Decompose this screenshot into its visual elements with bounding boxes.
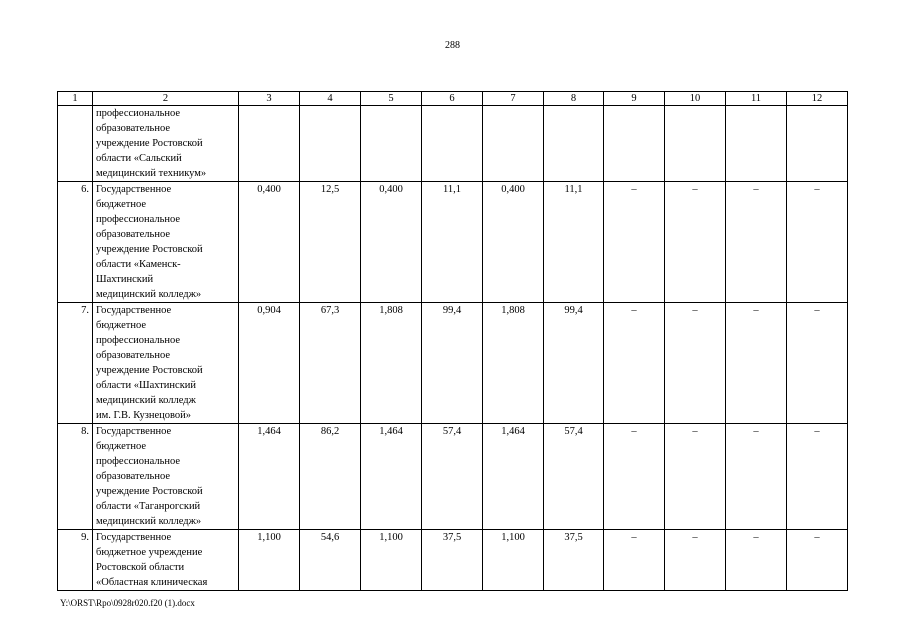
value-cell: 1,464 [361,424,422,530]
institution-name-line: «Областная клиническая [96,577,208,588]
row-number-cell: 6. [58,182,93,303]
column-header: 10 [665,92,726,106]
institution-name-line: им. Г.В. Кузнецовой» [96,410,192,421]
value-cell [726,106,787,182]
value-cell: 1,808 [361,303,422,424]
institution-name-line: образовательное [96,123,170,134]
value-cell: 37,5 [422,530,483,591]
value-cell: 0,400 [483,182,544,303]
value-cell: 86,2 [300,424,361,530]
column-header: 6 [422,92,483,106]
page-number: 288 [445,40,460,51]
institution-name-line: медицинский техникум» [96,168,207,179]
institution-name-cell [93,182,239,303]
value-cell: – [787,424,848,530]
table-row [58,303,848,424]
value-cell: 1,464 [483,424,544,530]
value-cell: 11,1 [544,182,604,303]
institution-name-cell [93,424,239,530]
institution-name-line: бюджетное [96,199,147,210]
value-cell: 1,100 [361,530,422,591]
value-cell: 37,5 [544,530,604,591]
institution-name-line: Государственное [96,532,172,543]
institution-name-line: медицинский колледж» [96,516,202,527]
value-cell [361,106,422,182]
value-cell: 1,100 [483,530,544,591]
column-header: 7 [483,92,544,106]
institution-name-line: Государственное [96,426,172,437]
column-header: 11 [726,92,787,106]
value-cell [422,106,483,182]
value-cell: – [665,182,726,303]
column-header: 5 [361,92,422,106]
value-cell: 1,100 [239,530,300,591]
table-header-row [58,92,848,106]
column-header: 2 [93,92,239,106]
institution-name-line: образовательное [96,229,170,240]
institution-name-cell [93,106,239,182]
institution-name-cell [93,303,239,424]
institution-name-line: учреждение Ростовской [96,486,203,497]
institution-name-cell [93,530,239,591]
institution-name-line: области «Таганрогский [96,501,201,512]
institution-name-line: профессиональное [96,456,181,467]
institution-name-line: медицинский колледж [96,395,196,406]
value-cell [300,106,361,182]
institution-name-line: бюджетное учреждение [96,547,203,558]
column-header: 4 [300,92,361,106]
file-path-footer: Y:\ORST\Rpo\0928r020.f20 (1).docx [60,598,195,608]
institution-name-line: учреждение Ростовской [96,365,203,376]
institution-name-line: образовательное [96,350,170,361]
value-cell [483,106,544,182]
institution-name-line: области «Сальский [96,153,182,164]
value-cell [544,106,604,182]
institution-name-line: области «Шахтинский [96,380,197,391]
institution-name-line: области «Каменск- [96,259,181,270]
institution-name-line: Ростовской области [96,562,185,573]
value-cell: – [726,303,787,424]
value-cell: – [604,424,665,530]
value-cell: – [665,424,726,530]
value-cell: – [726,182,787,303]
column-header: 1 [58,92,93,106]
institution-name-line: профессиональное [96,214,181,225]
data-table [57,91,848,591]
institution-name-line: учреждение Ростовской [96,138,203,149]
value-cell: – [726,530,787,591]
institution-name-line: бюджетное [96,320,147,331]
institution-name-line: образовательное [96,471,170,482]
institution-name-line: Государственное [96,184,172,195]
value-cell: – [604,182,665,303]
institution-name-line: Шахтинский [96,274,154,285]
value-cell: – [787,530,848,591]
column-header: 3 [239,92,300,106]
value-cell: 54,6 [300,530,361,591]
table-row [58,424,848,530]
row-number-cell: 7. [58,303,93,424]
value-cell: 99,4 [544,303,604,424]
institution-name-line: медицинский колледж» [96,289,202,300]
value-cell: 67,3 [300,303,361,424]
value-cell: 1,808 [483,303,544,424]
value-cell [665,106,726,182]
institution-name-line: профессиональное [96,108,181,119]
value-cell [787,106,848,182]
value-cell: 0,904 [239,303,300,424]
value-cell: 1,464 [239,424,300,530]
institution-name-line: Государственное [96,305,172,316]
value-cell: – [726,424,787,530]
value-cell [239,106,300,182]
value-cell: 0,400 [361,182,422,303]
row-number-cell [58,106,93,182]
value-cell: – [665,303,726,424]
value-cell: 99,4 [422,303,483,424]
value-cell: – [604,303,665,424]
row-number-cell: 8. [58,424,93,530]
table-row [58,106,848,182]
value-cell: 57,4 [544,424,604,530]
institution-name-line: бюджетное [96,441,147,452]
column-header: 12 [787,92,848,106]
table-row [58,530,848,591]
value-cell: 12,5 [300,182,361,303]
row-number-cell: 9. [58,530,93,591]
column-header: 9 [604,92,665,106]
table-body [58,106,848,591]
column-header: 8 [544,92,604,106]
value-cell: 57,4 [422,424,483,530]
institution-name-line: профессиональное [96,335,181,346]
institution-name-line: учреждение Ростовской [96,244,203,255]
value-cell: – [665,530,726,591]
value-cell: 0,400 [239,182,300,303]
value-cell: 11,1 [422,182,483,303]
value-cell: – [787,303,848,424]
value-cell [604,106,665,182]
table-row [58,182,848,303]
value-cell: – [787,182,848,303]
value-cell: – [604,530,665,591]
